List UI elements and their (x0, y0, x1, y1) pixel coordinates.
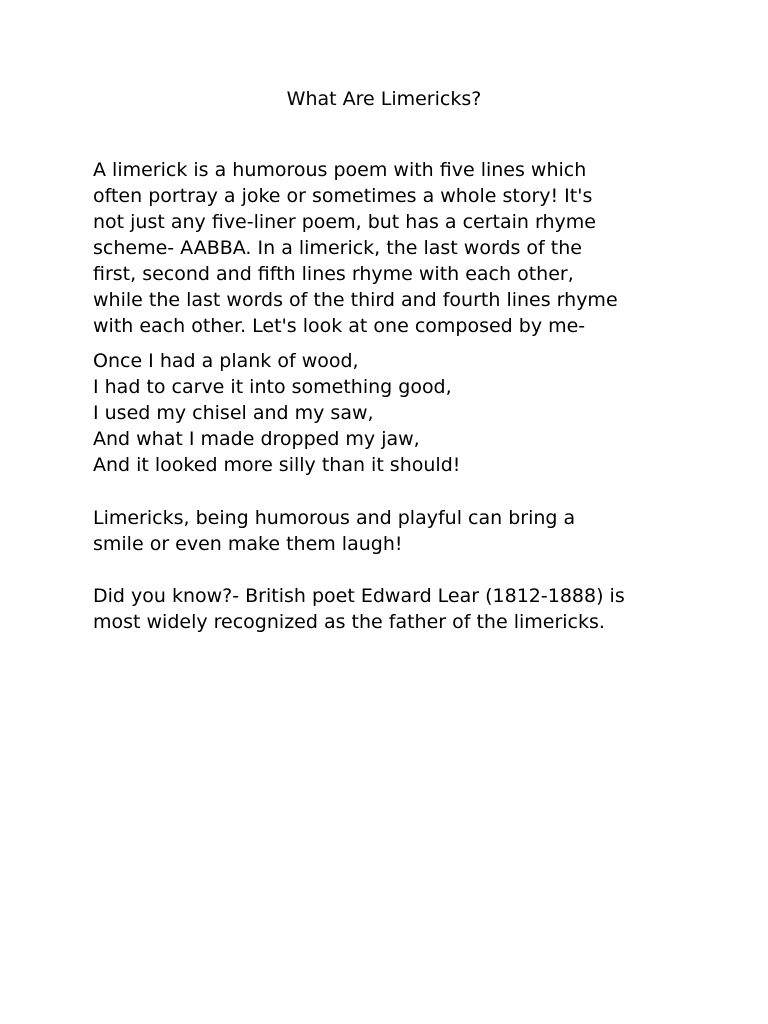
poem-line: I used my chisel and my saw, (93, 402, 374, 424)
paragraph-line: Did you know?- British poet Edward Lear (1812-1888) is (93, 585, 625, 607)
document-title: What Are Limericks? (286, 88, 482, 110)
poem-line: Once I had a plank of wood, (93, 350, 359, 372)
intro-line: while the last words of the third and fourth lines rhyme (93, 289, 618, 311)
intro-line: not just any five-liner poem, but has a certain rhyme (93, 211, 596, 233)
poem-line: And it looked more silly than it should! (93, 454, 461, 476)
poem-line: And what I made dropped my jaw, (93, 428, 420, 450)
intro-line: scheme- AABBA. In a limerick, the last words of the (93, 237, 582, 259)
intro-line: with each other. Let's look at one composed by me- (93, 315, 586, 337)
poem-line: I had to carve it into something good, (93, 376, 452, 398)
intro-line: A limerick is a humorous poem with five lines which (93, 159, 587, 181)
intro-line: often portray a joke or sometimes a whole story! It's (93, 185, 593, 207)
paragraph-line: smile or even make them laugh! (93, 533, 403, 555)
paragraph-line: most widely recognized as the father of the limericks. (93, 611, 605, 633)
did-you-know-paragraph (93, 583, 693, 635)
intro-paragraph (93, 157, 693, 339)
intro-line: first, second and fifth lines rhyme with each other, (93, 263, 574, 285)
paragraph-line: Limericks, being humorous and playful can bring a (93, 507, 576, 529)
limerick-poem (93, 348, 693, 478)
humor-paragraph (93, 505, 693, 557)
